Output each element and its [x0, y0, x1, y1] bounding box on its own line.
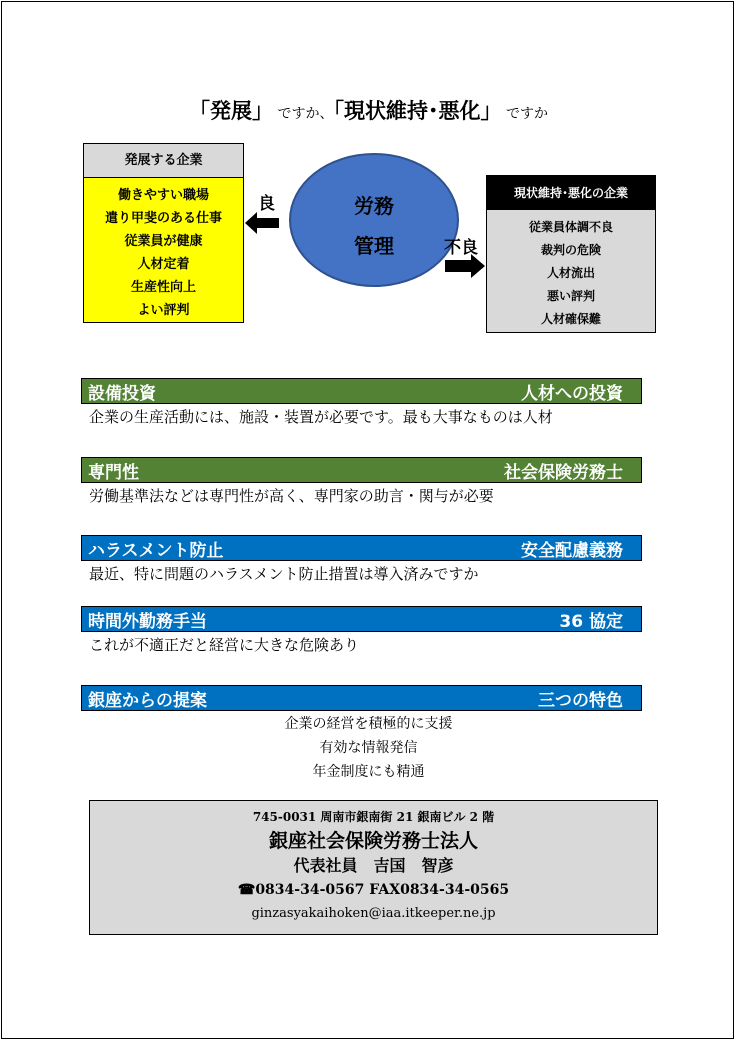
quote-close: 」: [252, 99, 274, 123]
list-item: 働きやすい職場: [117, 188, 209, 203]
list-item: 有効な情報発信: [319, 740, 418, 756]
headline-end: ですか: [501, 106, 548, 122]
headline: [0, 95, 737, 125]
section-subtitle: 安全配慮義務: [521, 540, 623, 561]
section-subtitle: 社会保険労務士: [504, 462, 623, 483]
section-subtitle: 人材への投資: [521, 383, 623, 404]
list-item: 人材確保難: [540, 312, 601, 326]
email[interactable]: ginzasyakaihoken@iaa.itkeeper.ne.jp: [251, 906, 496, 921]
headline-mid: ですか、: [273, 106, 334, 122]
section-title: 時間外勤務手当: [88, 611, 207, 632]
list-item: 従業員が健康: [124, 234, 203, 249]
section-title: ハラスメント防止: [88, 540, 224, 561]
section-subtitle: 36 協定: [559, 611, 623, 632]
list-item: 悪い評判: [546, 289, 595, 303]
list-item: 人材定着: [137, 257, 190, 272]
growth-list: [84, 178, 243, 322]
section-bar: [81, 606, 642, 632]
contact-box: [89, 800, 658, 935]
section-bar: [81, 378, 642, 404]
section-harassment: [81, 535, 642, 584]
list-item: 裁判の危険: [540, 243, 601, 257]
section-description: 最近、特に問題のハラスメント防止措置は導入済みですか: [89, 565, 479, 583]
decline-list: [487, 210, 655, 331]
fax-number: FAX0834-34-0565: [364, 882, 510, 898]
headline-word-growth: 発展: [210, 99, 253, 123]
section-subtitle: 三つの特色: [538, 690, 623, 711]
growth-company-box: [83, 143, 244, 323]
address: 745-0031 周南市銀南街 21 銀南ビル 2 階: [252, 810, 495, 824]
list-item: よい評判: [137, 303, 190, 318]
growth-box-title: 発展する企業: [84, 144, 243, 178]
decline-company-box: [486, 175, 656, 333]
phone-icon: ☎: [237, 882, 256, 898]
list-item: 企業の経営を積極的に支援: [284, 716, 453, 732]
section-title: 専門性: [88, 462, 139, 483]
section-description: 労働基準法などは専門性が高く、専門家の助言・関与が必要: [89, 487, 494, 505]
list-item: 年金制度にも精通: [312, 764, 425, 780]
section-description: 企業の生産活動には、施設・装置が必要です。最も大事なものは人材: [89, 408, 553, 426]
arrow-right-icon: [445, 254, 485, 278]
arrow-left-icon: [245, 212, 279, 234]
labor-management-circle: [289, 153, 459, 287]
list-item: 人材流出: [546, 266, 595, 280]
bad-label: 不良: [444, 238, 478, 258]
section-expertise: [81, 457, 642, 506]
list-item: 従業員体調不良: [528, 220, 613, 234]
section-description: これが不適正だと経営に大きな危険あり: [89, 636, 360, 654]
organization-name: 銀座社会保険労務士法人: [268, 830, 478, 852]
phone-number: 0834-34-0567: [255, 882, 365, 898]
section-bar: [81, 685, 642, 711]
quote-open: 「: [189, 99, 211, 123]
representative: 代表社員 吉国 智彦: [293, 856, 454, 875]
section-title: 銀座からの提案: [88, 690, 207, 711]
good-label: 良: [258, 194, 275, 214]
decline-box-title: 現状維持･悪化の企業: [487, 176, 655, 210]
quote-close: 」: [480, 99, 502, 123]
section-equipment: [81, 378, 642, 427]
quote-open: 「: [333, 99, 344, 123]
list-item: 遣り甲斐のある仕事: [104, 211, 222, 226]
section-bar: [81, 457, 642, 483]
proposal-list: [0, 712, 737, 784]
section-title: 設備投資: [88, 383, 156, 404]
section-bar: [81, 535, 642, 561]
section-overtime: [81, 606, 642, 655]
circle-line-2: 管理: [354, 234, 394, 258]
circle-line-1: 労務: [354, 194, 394, 218]
headline-word-decline: 現状維持･悪化: [344, 99, 481, 123]
phone-fax: [90, 878, 657, 902]
list-item: 生産性向上: [130, 280, 196, 295]
section-proposal: [81, 685, 642, 711]
